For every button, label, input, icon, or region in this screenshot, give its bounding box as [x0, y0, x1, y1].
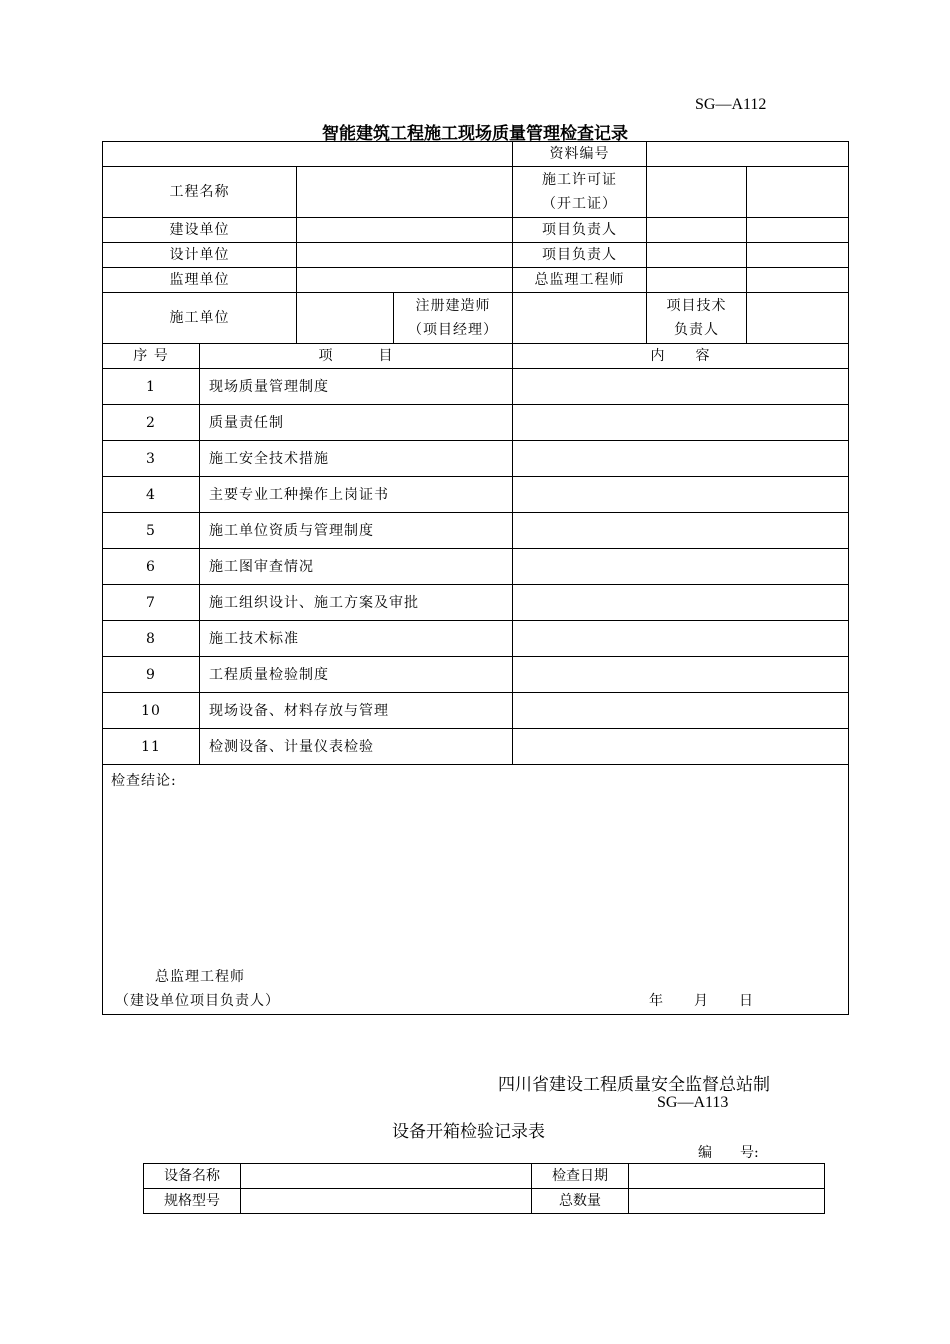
- row-content-field[interactable]: [513, 549, 849, 585]
- row-item: 质量责任制: [200, 405, 513, 441]
- row-no: 5: [103, 513, 200, 549]
- tech-lead-line1: 项目技术: [666, 298, 727, 314]
- supervision-field[interactable]: [297, 268, 513, 293]
- row-no: 9: [103, 657, 200, 693]
- row-content-field[interactable]: [513, 585, 849, 621]
- owner-field[interactable]: [297, 218, 513, 243]
- row-item: 施工单位资质与管理制度: [200, 513, 513, 549]
- header-content: 内 容: [513, 344, 849, 369]
- reg-builder-label: [394, 293, 513, 344]
- owner-pm-field[interactable]: [647, 218, 747, 243]
- row-content-field[interactable]: [513, 477, 849, 513]
- row-no: 6: [103, 549, 200, 585]
- row-no: 8: [103, 621, 200, 657]
- row-item: 施工技术标准: [200, 621, 513, 657]
- equipment-table: [143, 1163, 825, 1214]
- supervision-label: 监理单位: [103, 268, 297, 293]
- total-qty-label: 总数量: [532, 1189, 629, 1214]
- equipment-name-field[interactable]: [241, 1164, 532, 1189]
- row-no: 10: [103, 693, 200, 729]
- row-item: 现场设备、材料存放与管理: [200, 693, 513, 729]
- design-label: 设计单位: [103, 243, 297, 268]
- design-pm-extra-field[interactable]: [747, 243, 849, 268]
- reg-builder-line2: （项目经理）: [408, 322, 498, 338]
- row-no: 11: [103, 729, 200, 765]
- inspect-date-field[interactable]: [629, 1164, 825, 1189]
- inspect-date-label: 检查日期: [532, 1164, 629, 1189]
- total-qty-field[interactable]: [629, 1189, 825, 1214]
- form-title: 智能建筑工程施工现场质量管理检查记录: [322, 124, 628, 144]
- row-item: 施工图审查情况: [200, 549, 513, 585]
- form2-title: 设备开箱检验记录表: [392, 1122, 545, 1142]
- row-item: 施工组织设计、施工方案及审批: [200, 585, 513, 621]
- row-no: 4: [103, 477, 200, 513]
- owner-pm-label: 项目负责人: [513, 218, 647, 243]
- row-no: 2: [103, 405, 200, 441]
- row-item: 现场质量管理制度: [200, 369, 513, 405]
- row-content-field[interactable]: [513, 657, 849, 693]
- row-no: 3: [103, 441, 200, 477]
- permit-field[interactable]: [647, 167, 747, 218]
- row-content-field[interactable]: [513, 513, 849, 549]
- spec-label: 规格型号: [144, 1189, 241, 1214]
- conclusion-cell[interactable]: [103, 765, 849, 1015]
- form2-code: SG—A113: [657, 1094, 729, 1111]
- sign-date: 年 月 日: [649, 993, 754, 1009]
- row-item: 主要专业工种操作上岗证书: [200, 477, 513, 513]
- row-content-field[interactable]: [513, 369, 849, 405]
- doc-number-label: 资料编号: [513, 142, 647, 167]
- permit-label: [513, 167, 647, 218]
- row-content-field[interactable]: [513, 441, 849, 477]
- project-name-field[interactable]: [297, 167, 513, 218]
- permit-label-line2: （开工证）: [542, 196, 617, 212]
- row-content-field[interactable]: [513, 621, 849, 657]
- reg-builder-field[interactable]: [513, 293, 647, 344]
- row-no: 1: [103, 369, 200, 405]
- quality-check-table: [102, 141, 849, 1015]
- contractor-label: 施工单位: [103, 293, 297, 344]
- tech-lead-line2: 负责人: [674, 322, 719, 338]
- contractor-field[interactable]: [297, 293, 394, 344]
- permit-extra-field[interactable]: [747, 167, 849, 218]
- header-item: 项 目: [200, 344, 513, 369]
- chief-supervisor-extra-field[interactable]: [747, 268, 849, 293]
- row-content-field[interactable]: [513, 693, 849, 729]
- row-content-field[interactable]: [513, 405, 849, 441]
- tech-lead-field[interactable]: [747, 293, 849, 344]
- issuing-organization: 四川省建设工程质量安全监督总站制: [498, 1075, 770, 1095]
- tech-lead-label: [647, 293, 747, 344]
- row-content-field[interactable]: [513, 729, 849, 765]
- design-pm-label: 项目负责人: [513, 243, 647, 268]
- chief-supervisor-label: 总监理工程师: [513, 268, 647, 293]
- owner-pm-extra-field[interactable]: [747, 218, 849, 243]
- design-field[interactable]: [297, 243, 513, 268]
- permit-label-line1: 施工许可证: [542, 172, 617, 188]
- form-code: SG—A112: [695, 96, 767, 113]
- row-item: 工程质量检验制度: [200, 657, 513, 693]
- row-item: 施工安全技术措施: [200, 441, 513, 477]
- spec-field[interactable]: [241, 1189, 532, 1214]
- equipment-name-label: 设备名称: [144, 1164, 241, 1189]
- row-item: 检测设备、计量仪表检验: [200, 729, 513, 765]
- owner-label: 建设单位: [103, 218, 297, 243]
- header-no: 序 号: [103, 344, 200, 369]
- signer-title: 总监理工程师: [155, 969, 245, 985]
- reg-builder-line1: 注册建造师: [415, 298, 491, 314]
- row-no: 7: [103, 585, 200, 621]
- signer-subtitle: （建设单位项目负责人）: [115, 993, 280, 1009]
- blank-cell: [103, 142, 513, 167]
- chief-supervisor-field[interactable]: [647, 268, 747, 293]
- form2-number-label: 编 号:: [698, 1145, 759, 1161]
- project-name-label: 工程名称: [103, 167, 297, 218]
- doc-number-field[interactable]: [647, 142, 849, 167]
- design-pm-field[interactable]: [647, 243, 747, 268]
- conclusion-label: 检查结论:: [111, 773, 177, 789]
